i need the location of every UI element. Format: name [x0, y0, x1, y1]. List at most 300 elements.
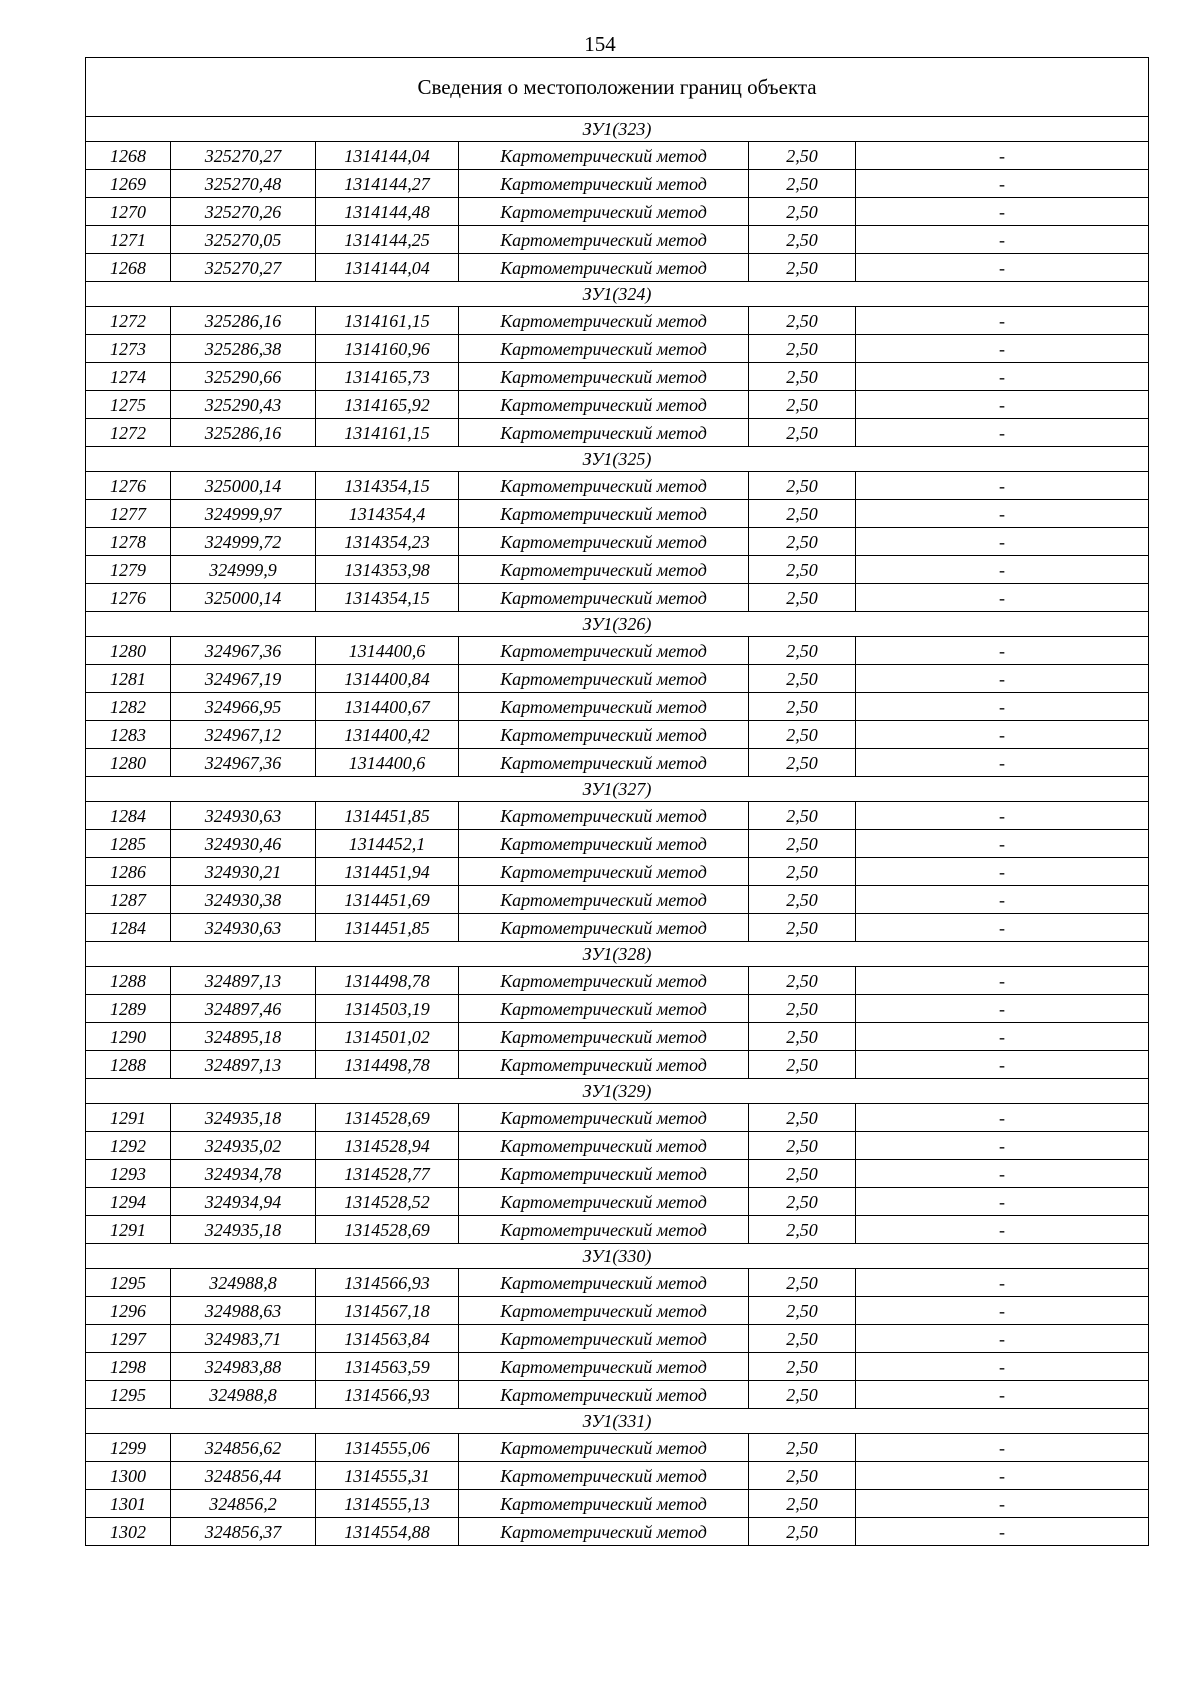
x-coordinate-cell: 324930,63: [171, 802, 316, 830]
table-row: [86, 1381, 1149, 1409]
method-cell: Картометрический метод: [459, 528, 749, 556]
table-row: [86, 500, 1149, 528]
x-coordinate-cell: 324897,46: [171, 995, 316, 1023]
method-cell: Картометрический метод: [459, 1132, 749, 1160]
table-row: [86, 1325, 1149, 1353]
table-row: [86, 886, 1149, 914]
y-coordinate-cell: 1314144,48: [316, 198, 459, 226]
y-coordinate-cell: 1314161,15: [316, 419, 459, 447]
note-cell: -: [856, 967, 1149, 995]
point-number-cell: 1276: [86, 472, 171, 500]
x-coordinate-cell: 325270,26: [171, 198, 316, 226]
group-label: ЗУ1(325): [86, 447, 1149, 472]
table-title-row: [86, 58, 1149, 117]
accuracy-cell: 2,50: [749, 858, 856, 886]
x-coordinate-cell: 324967,19: [171, 665, 316, 693]
x-coordinate-cell: 324930,38: [171, 886, 316, 914]
point-number-cell: 1280: [86, 637, 171, 665]
group-label: ЗУ1(324): [86, 282, 1149, 307]
note-cell: -: [856, 500, 1149, 528]
x-coordinate-cell: 324988,63: [171, 1297, 316, 1325]
accuracy-cell: 2,50: [749, 693, 856, 721]
y-coordinate-cell: 1314451,69: [316, 886, 459, 914]
point-number-cell: 1290: [86, 1023, 171, 1051]
method-cell: Картометрический метод: [459, 721, 749, 749]
accuracy-cell: 2,50: [749, 1160, 856, 1188]
point-number-cell: 1282: [86, 693, 171, 721]
method-cell: Картометрический метод: [459, 1297, 749, 1325]
point-number-cell: 1279: [86, 556, 171, 584]
method-cell: Картометрический метод: [459, 749, 749, 777]
point-number-cell: 1278: [86, 528, 171, 556]
method-cell: Картометрический метод: [459, 914, 749, 942]
x-coordinate-cell: 324930,46: [171, 830, 316, 858]
note-cell: -: [856, 1490, 1149, 1518]
note-cell: -: [856, 1462, 1149, 1490]
method-cell: Картометрический метод: [459, 830, 749, 858]
y-coordinate-cell: 1314567,18: [316, 1297, 459, 1325]
group-header-row: [86, 1244, 1149, 1269]
x-coordinate-cell: 325270,48: [171, 170, 316, 198]
note-cell: -: [856, 170, 1149, 198]
table-row: [86, 528, 1149, 556]
y-coordinate-cell: 1314528,52: [316, 1188, 459, 1216]
method-cell: Картометрический метод: [459, 419, 749, 447]
x-coordinate-cell: 324935,02: [171, 1132, 316, 1160]
accuracy-cell: 2,50: [749, 198, 856, 226]
y-coordinate-cell: 1314498,78: [316, 967, 459, 995]
group-header-row: [86, 942, 1149, 967]
table-row: [86, 914, 1149, 942]
x-coordinate-cell: 325286,16: [171, 307, 316, 335]
group-label: ЗУ1(328): [86, 942, 1149, 967]
method-cell: Картометрический метод: [459, 556, 749, 584]
note-cell: -: [856, 830, 1149, 858]
method-cell: Картометрический метод: [459, 472, 749, 500]
table-row: [86, 830, 1149, 858]
note-cell: -: [856, 721, 1149, 749]
table-row: [86, 1518, 1149, 1546]
table-row: [86, 1188, 1149, 1216]
note-cell: -: [856, 886, 1149, 914]
y-coordinate-cell: 1314563,84: [316, 1325, 459, 1353]
x-coordinate-cell: 324967,36: [171, 749, 316, 777]
accuracy-cell: 2,50: [749, 1023, 856, 1051]
table-row: [86, 665, 1149, 693]
group-label: ЗУ1(323): [86, 117, 1149, 142]
table-row: [86, 142, 1149, 170]
point-number-cell: 1286: [86, 858, 171, 886]
x-coordinate-cell: 324934,78: [171, 1160, 316, 1188]
y-coordinate-cell: 1314144,04: [316, 142, 459, 170]
y-coordinate-cell: 1314354,15: [316, 584, 459, 612]
accuracy-cell: 2,50: [749, 226, 856, 254]
table-row: [86, 472, 1149, 500]
table-row: [86, 198, 1149, 226]
table-row: [86, 254, 1149, 282]
y-coordinate-cell: 1314165,73: [316, 363, 459, 391]
point-number-cell: 1272: [86, 419, 171, 447]
point-number-cell: 1293: [86, 1160, 171, 1188]
y-coordinate-cell: 1314400,42: [316, 721, 459, 749]
note-cell: -: [856, 858, 1149, 886]
group-header-row: [86, 447, 1149, 472]
point-number-cell: 1299: [86, 1434, 171, 1462]
point-number-cell: 1284: [86, 802, 171, 830]
x-coordinate-cell: 324897,13: [171, 967, 316, 995]
method-cell: Картометрический метод: [459, 198, 749, 226]
group-header-row: [86, 1409, 1149, 1434]
y-coordinate-cell: 1314566,93: [316, 1381, 459, 1409]
accuracy-cell: 2,50: [749, 1434, 856, 1462]
table-row: [86, 1434, 1149, 1462]
group-label: ЗУ1(331): [86, 1409, 1149, 1434]
point-number-cell: 1273: [86, 335, 171, 363]
method-cell: Картометрический метод: [459, 1104, 749, 1132]
x-coordinate-cell: 325270,27: [171, 254, 316, 282]
accuracy-cell: 2,50: [749, 254, 856, 282]
group-header-row: [86, 282, 1149, 307]
x-coordinate-cell: 324935,18: [171, 1216, 316, 1244]
method-cell: Картометрический метод: [459, 967, 749, 995]
point-number-cell: 1268: [86, 142, 171, 170]
table-row: [86, 1269, 1149, 1297]
method-cell: Картометрический метод: [459, 1490, 749, 1518]
x-coordinate-cell: 324930,63: [171, 914, 316, 942]
accuracy-cell: 2,50: [749, 995, 856, 1023]
note-cell: -: [856, 665, 1149, 693]
method-cell: Картометрический метод: [459, 391, 749, 419]
y-coordinate-cell: 1314555,06: [316, 1434, 459, 1462]
accuracy-cell: 2,50: [749, 1381, 856, 1409]
table-body: [86, 58, 1149, 1546]
point-number-cell: 1295: [86, 1269, 171, 1297]
x-coordinate-cell: 325000,14: [171, 584, 316, 612]
point-number-cell: 1291: [86, 1104, 171, 1132]
x-coordinate-cell: 325290,66: [171, 363, 316, 391]
point-number-cell: 1284: [86, 914, 171, 942]
table-title: Сведения о местоположении границ объекта: [86, 58, 1149, 117]
point-number-cell: 1268: [86, 254, 171, 282]
note-cell: -: [856, 419, 1149, 447]
x-coordinate-cell: 325270,27: [171, 142, 316, 170]
method-cell: Картометрический метод: [459, 170, 749, 198]
point-number-cell: 1296: [86, 1297, 171, 1325]
table-row: [86, 1104, 1149, 1132]
y-coordinate-cell: 1314498,78: [316, 1051, 459, 1079]
method-cell: Картометрический метод: [459, 858, 749, 886]
method-cell: Картометрический метод: [459, 1160, 749, 1188]
y-coordinate-cell: 1314400,6: [316, 749, 459, 777]
y-coordinate-cell: 1314528,77: [316, 1160, 459, 1188]
table-row: [86, 584, 1149, 612]
accuracy-cell: 2,50: [749, 967, 856, 995]
accuracy-cell: 2,50: [749, 802, 856, 830]
x-coordinate-cell: 324988,8: [171, 1269, 316, 1297]
method-cell: Картометрический метод: [459, 637, 749, 665]
point-number-cell: 1283: [86, 721, 171, 749]
table-row: [86, 1160, 1149, 1188]
accuracy-cell: 2,50: [749, 1353, 856, 1381]
method-cell: Картометрический метод: [459, 500, 749, 528]
y-coordinate-cell: 1314400,6: [316, 637, 459, 665]
table-row: [86, 1051, 1149, 1079]
method-cell: Картометрический метод: [459, 693, 749, 721]
note-cell: -: [856, 1023, 1149, 1051]
point-number-cell: 1271: [86, 226, 171, 254]
method-cell: Картометрический метод: [459, 363, 749, 391]
note-cell: -: [856, 556, 1149, 584]
point-number-cell: 1276: [86, 584, 171, 612]
boundary-table: [85, 57, 1149, 1546]
accuracy-cell: 2,50: [749, 886, 856, 914]
table-row: [86, 419, 1149, 447]
method-cell: Картометрический метод: [459, 1269, 749, 1297]
point-number-cell: 1287: [86, 886, 171, 914]
point-number-cell: 1277: [86, 500, 171, 528]
group-header-row: [86, 777, 1149, 802]
note-cell: -: [856, 335, 1149, 363]
table-row: [86, 1297, 1149, 1325]
table-row: [86, 363, 1149, 391]
point-number-cell: 1297: [86, 1325, 171, 1353]
group-header-row: [86, 117, 1149, 142]
accuracy-cell: 2,50: [749, 1216, 856, 1244]
method-cell: Картометрический метод: [459, 1518, 749, 1546]
group-header-row: [86, 612, 1149, 637]
accuracy-cell: 2,50: [749, 1188, 856, 1216]
note-cell: -: [856, 1518, 1149, 1546]
group-label: ЗУ1(326): [86, 612, 1149, 637]
note-cell: -: [856, 1188, 1149, 1216]
x-coordinate-cell: 324895,18: [171, 1023, 316, 1051]
table-row: [86, 858, 1149, 886]
note-cell: -: [856, 142, 1149, 170]
y-coordinate-cell: 1314566,93: [316, 1269, 459, 1297]
table-row: [86, 391, 1149, 419]
y-coordinate-cell: 1314555,13: [316, 1490, 459, 1518]
note-cell: -: [856, 1434, 1149, 1462]
accuracy-cell: 2,50: [749, 637, 856, 665]
point-number-cell: 1295: [86, 1381, 171, 1409]
accuracy-cell: 2,50: [749, 721, 856, 749]
y-coordinate-cell: 1314452,1: [316, 830, 459, 858]
method-cell: Картометрический метод: [459, 1023, 749, 1051]
method-cell: Картометрический метод: [459, 995, 749, 1023]
y-coordinate-cell: 1314400,84: [316, 665, 459, 693]
y-coordinate-cell: 1314555,31: [316, 1462, 459, 1490]
method-cell: Картометрический метод: [459, 1462, 749, 1490]
note-cell: -: [856, 1216, 1149, 1244]
x-coordinate-cell: 324856,2: [171, 1490, 316, 1518]
x-coordinate-cell: 325290,43: [171, 391, 316, 419]
method-cell: Картометрический метод: [459, 307, 749, 335]
table-row: [86, 1490, 1149, 1518]
x-coordinate-cell: 325286,38: [171, 335, 316, 363]
x-coordinate-cell: 324999,72: [171, 528, 316, 556]
accuracy-cell: 2,50: [749, 1297, 856, 1325]
x-coordinate-cell: 324999,97: [171, 500, 316, 528]
accuracy-cell: 2,50: [749, 1051, 856, 1079]
method-cell: Картометрический метод: [459, 802, 749, 830]
point-number-cell: 1272: [86, 307, 171, 335]
y-coordinate-cell: 1314165,92: [316, 391, 459, 419]
note-cell: -: [856, 1353, 1149, 1381]
note-cell: -: [856, 307, 1149, 335]
y-coordinate-cell: 1314144,04: [316, 254, 459, 282]
y-coordinate-cell: 1314144,25: [316, 226, 459, 254]
point-number-cell: 1280: [86, 749, 171, 777]
note-cell: -: [856, 1269, 1149, 1297]
note-cell: -: [856, 1325, 1149, 1353]
note-cell: -: [856, 1104, 1149, 1132]
table-row: [86, 637, 1149, 665]
x-coordinate-cell: 324983,71: [171, 1325, 316, 1353]
y-coordinate-cell: 1314501,02: [316, 1023, 459, 1051]
accuracy-cell: 2,50: [749, 1462, 856, 1490]
point-number-cell: 1285: [86, 830, 171, 858]
y-coordinate-cell: 1314528,69: [316, 1104, 459, 1132]
method-cell: Картометрический метод: [459, 1434, 749, 1462]
point-number-cell: 1292: [86, 1132, 171, 1160]
accuracy-cell: 2,50: [749, 749, 856, 777]
y-coordinate-cell: 1314400,67: [316, 693, 459, 721]
accuracy-cell: 2,50: [749, 142, 856, 170]
point-number-cell: 1269: [86, 170, 171, 198]
point-number-cell: 1281: [86, 665, 171, 693]
table-row: [86, 721, 1149, 749]
table-row: [86, 802, 1149, 830]
table-row: [86, 749, 1149, 777]
y-coordinate-cell: 1314354,4: [316, 500, 459, 528]
table-row: [86, 693, 1149, 721]
table-row: [86, 556, 1149, 584]
method-cell: Картометрический метод: [459, 665, 749, 693]
note-cell: -: [856, 1381, 1149, 1409]
table-row: [86, 995, 1149, 1023]
x-coordinate-cell: 324934,94: [171, 1188, 316, 1216]
note-cell: -: [856, 1297, 1149, 1325]
method-cell: Картометрический метод: [459, 142, 749, 170]
point-number-cell: 1301: [86, 1490, 171, 1518]
x-coordinate-cell: 324897,13: [171, 1051, 316, 1079]
accuracy-cell: 2,50: [749, 914, 856, 942]
method-cell: Картометрический метод: [459, 1325, 749, 1353]
note-cell: -: [856, 1160, 1149, 1188]
method-cell: Картометрический метод: [459, 1381, 749, 1409]
method-cell: Картометрический метод: [459, 886, 749, 914]
page-number: 154: [584, 32, 616, 56]
accuracy-cell: 2,50: [749, 528, 856, 556]
accuracy-cell: 2,50: [749, 1325, 856, 1353]
accuracy-cell: 2,50: [749, 419, 856, 447]
x-coordinate-cell: 324930,21: [171, 858, 316, 886]
y-coordinate-cell: 1314554,88: [316, 1518, 459, 1546]
table-row: [86, 1216, 1149, 1244]
accuracy-cell: 2,50: [749, 1104, 856, 1132]
accuracy-cell: 2,50: [749, 500, 856, 528]
y-coordinate-cell: 1314563,59: [316, 1353, 459, 1381]
accuracy-cell: 2,50: [749, 556, 856, 584]
accuracy-cell: 2,50: [749, 1490, 856, 1518]
y-coordinate-cell: 1314353,98: [316, 556, 459, 584]
point-number-cell: 1289: [86, 995, 171, 1023]
y-coordinate-cell: 1314144,27: [316, 170, 459, 198]
point-number-cell: 1275: [86, 391, 171, 419]
accuracy-cell: 2,50: [749, 1132, 856, 1160]
accuracy-cell: 2,50: [749, 335, 856, 363]
x-coordinate-cell: 324983,88: [171, 1353, 316, 1381]
table-row: [86, 1462, 1149, 1490]
point-number-cell: 1288: [86, 1051, 171, 1079]
note-cell: -: [856, 528, 1149, 556]
group-label: ЗУ1(329): [86, 1079, 1149, 1104]
accuracy-cell: 2,50: [749, 1269, 856, 1297]
note-cell: -: [856, 1051, 1149, 1079]
note-cell: -: [856, 1132, 1149, 1160]
method-cell: Картометрический метод: [459, 1188, 749, 1216]
point-number-cell: 1302: [86, 1518, 171, 1546]
method-cell: Картометрический метод: [459, 584, 749, 612]
accuracy-cell: 2,50: [749, 584, 856, 612]
note-cell: -: [856, 198, 1149, 226]
point-number-cell: 1294: [86, 1188, 171, 1216]
accuracy-cell: 2,50: [749, 830, 856, 858]
note-cell: -: [856, 693, 1149, 721]
note-cell: -: [856, 802, 1149, 830]
note-cell: -: [856, 995, 1149, 1023]
x-coordinate-cell: 324988,8: [171, 1381, 316, 1409]
point-number-cell: 1291: [86, 1216, 171, 1244]
note-cell: -: [856, 749, 1149, 777]
note-cell: -: [856, 363, 1149, 391]
table-row: [86, 307, 1149, 335]
group-label: ЗУ1(327): [86, 777, 1149, 802]
note-cell: -: [856, 637, 1149, 665]
table-row: [86, 226, 1149, 254]
point-number-cell: 1298: [86, 1353, 171, 1381]
x-coordinate-cell: 325270,05: [171, 226, 316, 254]
method-cell: Картометрический метод: [459, 1353, 749, 1381]
accuracy-cell: 2,50: [749, 665, 856, 693]
method-cell: Картометрический метод: [459, 1216, 749, 1244]
y-coordinate-cell: 1314354,23: [316, 528, 459, 556]
table-row: [86, 335, 1149, 363]
table-row: [86, 1353, 1149, 1381]
table-row: [86, 170, 1149, 198]
y-coordinate-cell: 1314528,69: [316, 1216, 459, 1244]
x-coordinate-cell: 324856,44: [171, 1462, 316, 1490]
accuracy-cell: 2,50: [749, 307, 856, 335]
y-coordinate-cell: 1314451,85: [316, 914, 459, 942]
x-coordinate-cell: 324967,36: [171, 637, 316, 665]
note-cell: -: [856, 914, 1149, 942]
point-number-cell: 1288: [86, 967, 171, 995]
method-cell: Картометрический метод: [459, 1051, 749, 1079]
note-cell: -: [856, 254, 1149, 282]
point-number-cell: 1274: [86, 363, 171, 391]
x-coordinate-cell: 324967,12: [171, 721, 316, 749]
y-coordinate-cell: 1314451,85: [316, 802, 459, 830]
x-coordinate-cell: 324966,95: [171, 693, 316, 721]
table-row: [86, 1023, 1149, 1051]
note-cell: -: [856, 584, 1149, 612]
accuracy-cell: 2,50: [749, 1518, 856, 1546]
y-coordinate-cell: 1314503,19: [316, 995, 459, 1023]
note-cell: -: [856, 472, 1149, 500]
accuracy-cell: 2,50: [749, 363, 856, 391]
method-cell: Картометрический метод: [459, 254, 749, 282]
